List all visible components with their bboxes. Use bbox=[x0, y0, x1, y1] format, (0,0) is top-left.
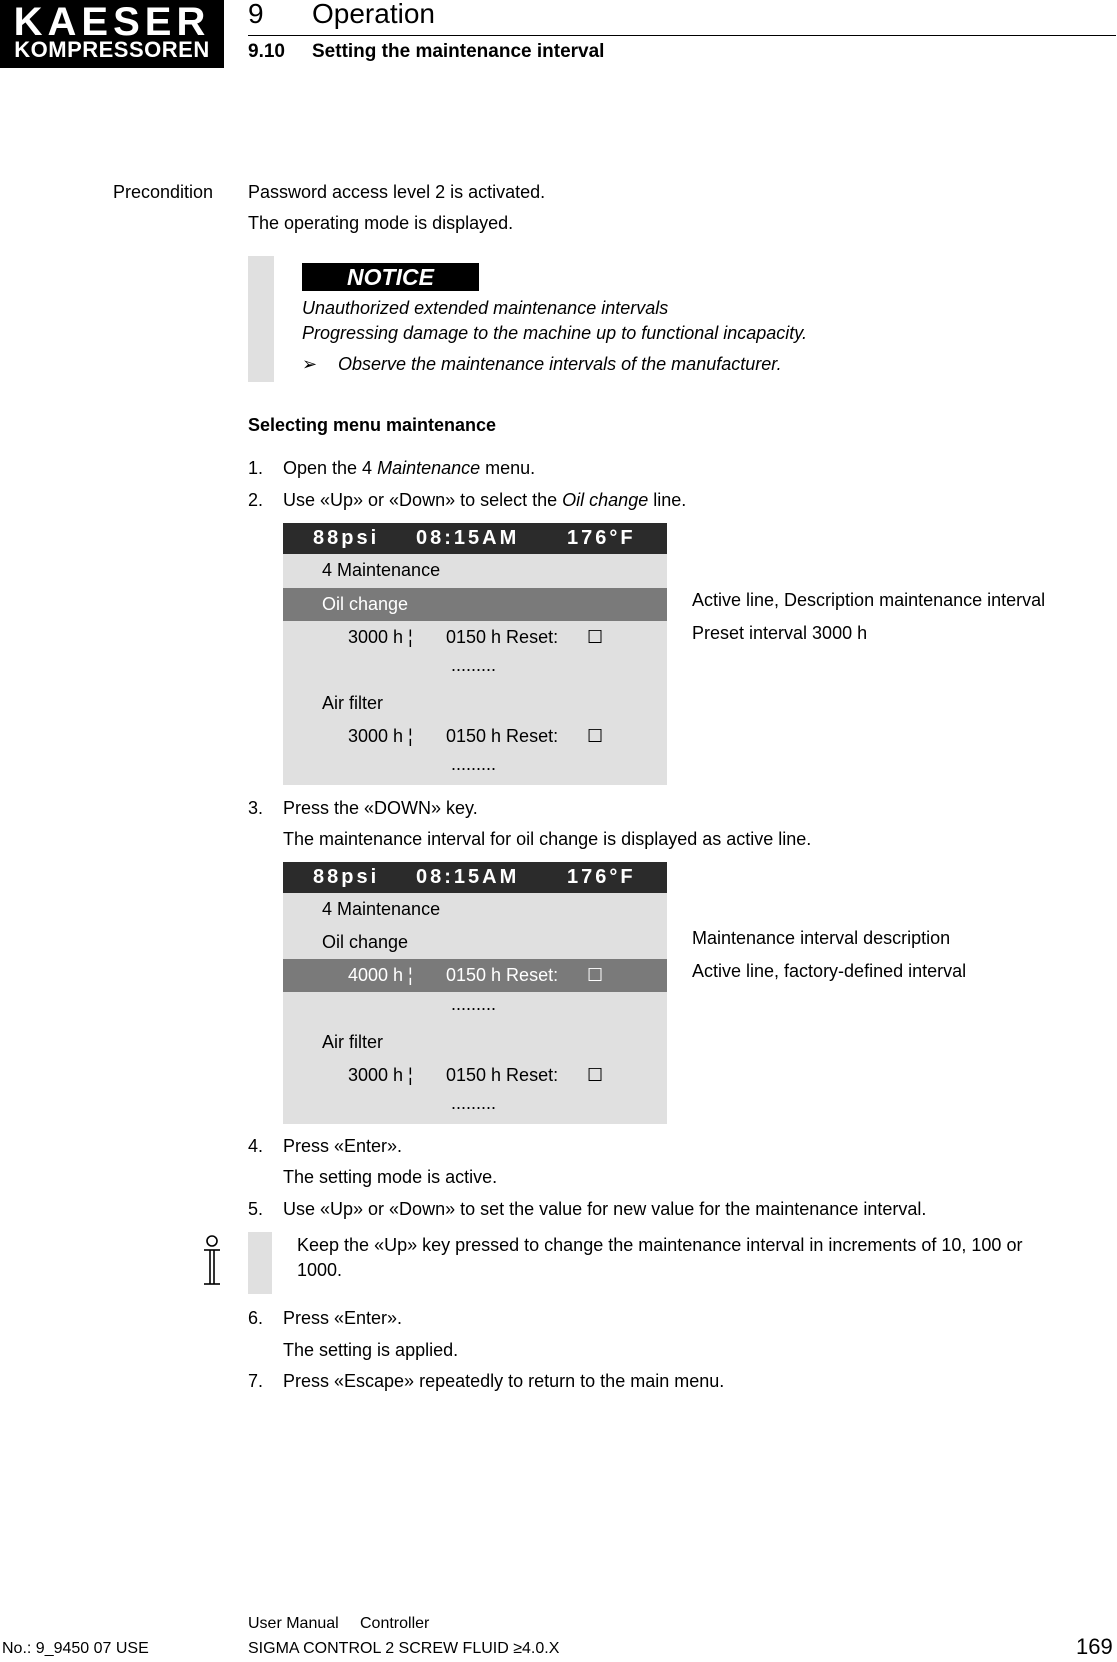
step-4-text: Press «Enter». bbox=[283, 1136, 403, 1156]
notice-bullet-icon: ➢ bbox=[302, 354, 318, 374]
section-title: Setting the maintenance interval bbox=[312, 41, 605, 62]
time-readout: 08:15AM bbox=[416, 527, 520, 549]
notice-consequence: Progressing damage to the machine up to functional incapacity. bbox=[302, 323, 807, 343]
step-6-result: The setting is applied. bbox=[283, 1340, 459, 1360]
display-2-annotation-1: Maintenance interval description bbox=[692, 928, 951, 948]
footer-manual-label: User Manual bbox=[248, 1615, 339, 1632]
step-number: 1. bbox=[248, 458, 264, 478]
air-filter-interval: 3000 h ¦ bbox=[348, 726, 413, 746]
dots-separator: ......... bbox=[451, 655, 497, 675]
display-2-annotation-2: Active line, factory-defined interval bbox=[692, 961, 967, 981]
info-note-line-1: Keep the «Up» key pressed to change the maintenance interval in increments of 10, 100 or bbox=[297, 1235, 1023, 1255]
oil-change-label: Oil change bbox=[322, 932, 409, 952]
step-1-text: Open the 4 Maintenance menu. bbox=[283, 458, 536, 478]
notice-hazard: Unauthorized extended maintenance intervals bbox=[302, 298, 669, 318]
precondition-label: Precondition bbox=[113, 182, 214, 202]
display-status-bar bbox=[283, 862, 667, 893]
temperature-readout: 176°F bbox=[567, 527, 636, 549]
header-rule bbox=[248, 35, 1116, 36]
checkbox-icon: ☐ bbox=[587, 1065, 604, 1085]
info-note-line-2: 1000. bbox=[297, 1260, 343, 1280]
pressure-readout: 88psi bbox=[313, 527, 380, 549]
step-5-text: Use «Up» or «Down» to set the value for new value for the maintenance interval. bbox=[283, 1199, 927, 1219]
footer-manual-type: Controller bbox=[360, 1615, 430, 1632]
footer-product: SIGMA CONTROL 2 SCREW FLUID ≥4.0.X bbox=[248, 1640, 560, 1657]
footer-doc-number: No.: 9_9450 07 USE bbox=[2, 1640, 149, 1657]
section-number: 9.10 bbox=[248, 41, 285, 62]
step-number: 2. bbox=[248, 490, 264, 510]
pressure-readout: 88psi bbox=[313, 866, 380, 888]
air-filter-remaining: 0150 h Reset: bbox=[446, 1065, 559, 1085]
oil-change-remaining: 0150 h Reset: bbox=[446, 627, 559, 647]
menu-title: 4 Maintenance bbox=[322, 560, 441, 580]
checkbox-icon: ☐ bbox=[587, 726, 604, 746]
step-4-result: The setting mode is active. bbox=[283, 1167, 498, 1187]
step-6-text: Press «Enter». bbox=[283, 1308, 403, 1328]
chapter-title: Operation bbox=[312, 0, 435, 29]
step-7-text: Press «Escape» repeatedly to return to the main menu. bbox=[283, 1371, 725, 1391]
precondition-line-2: The operating mode is displayed. bbox=[248, 213, 514, 233]
display-status-bar bbox=[283, 523, 667, 554]
controller-display-2 bbox=[283, 862, 667, 1124]
oil-change-interval: 4000 h ¦ bbox=[348, 965, 413, 985]
air-filter-interval: 3000 h ¦ bbox=[348, 1065, 413, 1085]
checkbox-icon: ☐ bbox=[587, 965, 604, 985]
step-2-text: Use «Up» or «Down» to select the Oil change line. bbox=[283, 490, 687, 510]
controller-display-1 bbox=[283, 523, 667, 785]
step-number: 5. bbox=[248, 1199, 264, 1219]
notice-tag: NOTICE bbox=[302, 263, 479, 291]
notice-action: Observe the maintenance intervals of the manufacturer. bbox=[338, 354, 782, 374]
air-filter-label: Air filter bbox=[322, 1032, 384, 1052]
info-sidebar bbox=[248, 1232, 272, 1294]
dots-separator: ......... bbox=[451, 994, 497, 1014]
step-3-result: The maintenance interval for oil change is displayed as active line. bbox=[283, 829, 812, 849]
checkbox-icon: ☐ bbox=[587, 627, 604, 647]
step-3-text: Press the «DOWN» key. bbox=[283, 798, 478, 818]
step-number: 3. bbox=[248, 798, 264, 818]
air-filter-remaining: 0150 h Reset: bbox=[446, 726, 559, 746]
step-number: 6. bbox=[248, 1308, 264, 1328]
oil-change-label: Oil change bbox=[322, 594, 409, 614]
step-number: 7. bbox=[248, 1371, 264, 1391]
notice-sidebar bbox=[248, 256, 274, 382]
subheading: Selecting menu maintenance bbox=[248, 415, 497, 435]
precondition-line-1: Password access level 2 is activated. bbox=[248, 182, 546, 202]
dots-separator: ......... bbox=[451, 754, 497, 774]
time-readout: 08:15AM bbox=[416, 866, 520, 888]
logo-line-1: KAESER bbox=[13, 0, 211, 44]
kaeser-logo bbox=[0, 0, 224, 68]
oil-change-remaining: 0150 h Reset: bbox=[446, 965, 559, 985]
page-number: 169 bbox=[1076, 1634, 1113, 1659]
step-number: 4. bbox=[248, 1136, 264, 1156]
temperature-readout: 176°F bbox=[567, 866, 636, 888]
menu-title: 4 Maintenance bbox=[322, 899, 441, 919]
logo-line-2: KOMPRESSOREN bbox=[14, 37, 210, 62]
chapter-number: 9 bbox=[248, 0, 264, 29]
dots-separator: ......... bbox=[451, 1093, 497, 1113]
display-1-annotation-2: Preset interval 3000 h bbox=[692, 623, 868, 643]
info-icon bbox=[200, 1234, 224, 1290]
display-1-annotation-1: Active line, Description maintenance interval bbox=[692, 590, 1046, 610]
oil-change-interval: 3000 h ¦ bbox=[348, 627, 413, 647]
air-filter-label: Air filter bbox=[322, 693, 384, 713]
